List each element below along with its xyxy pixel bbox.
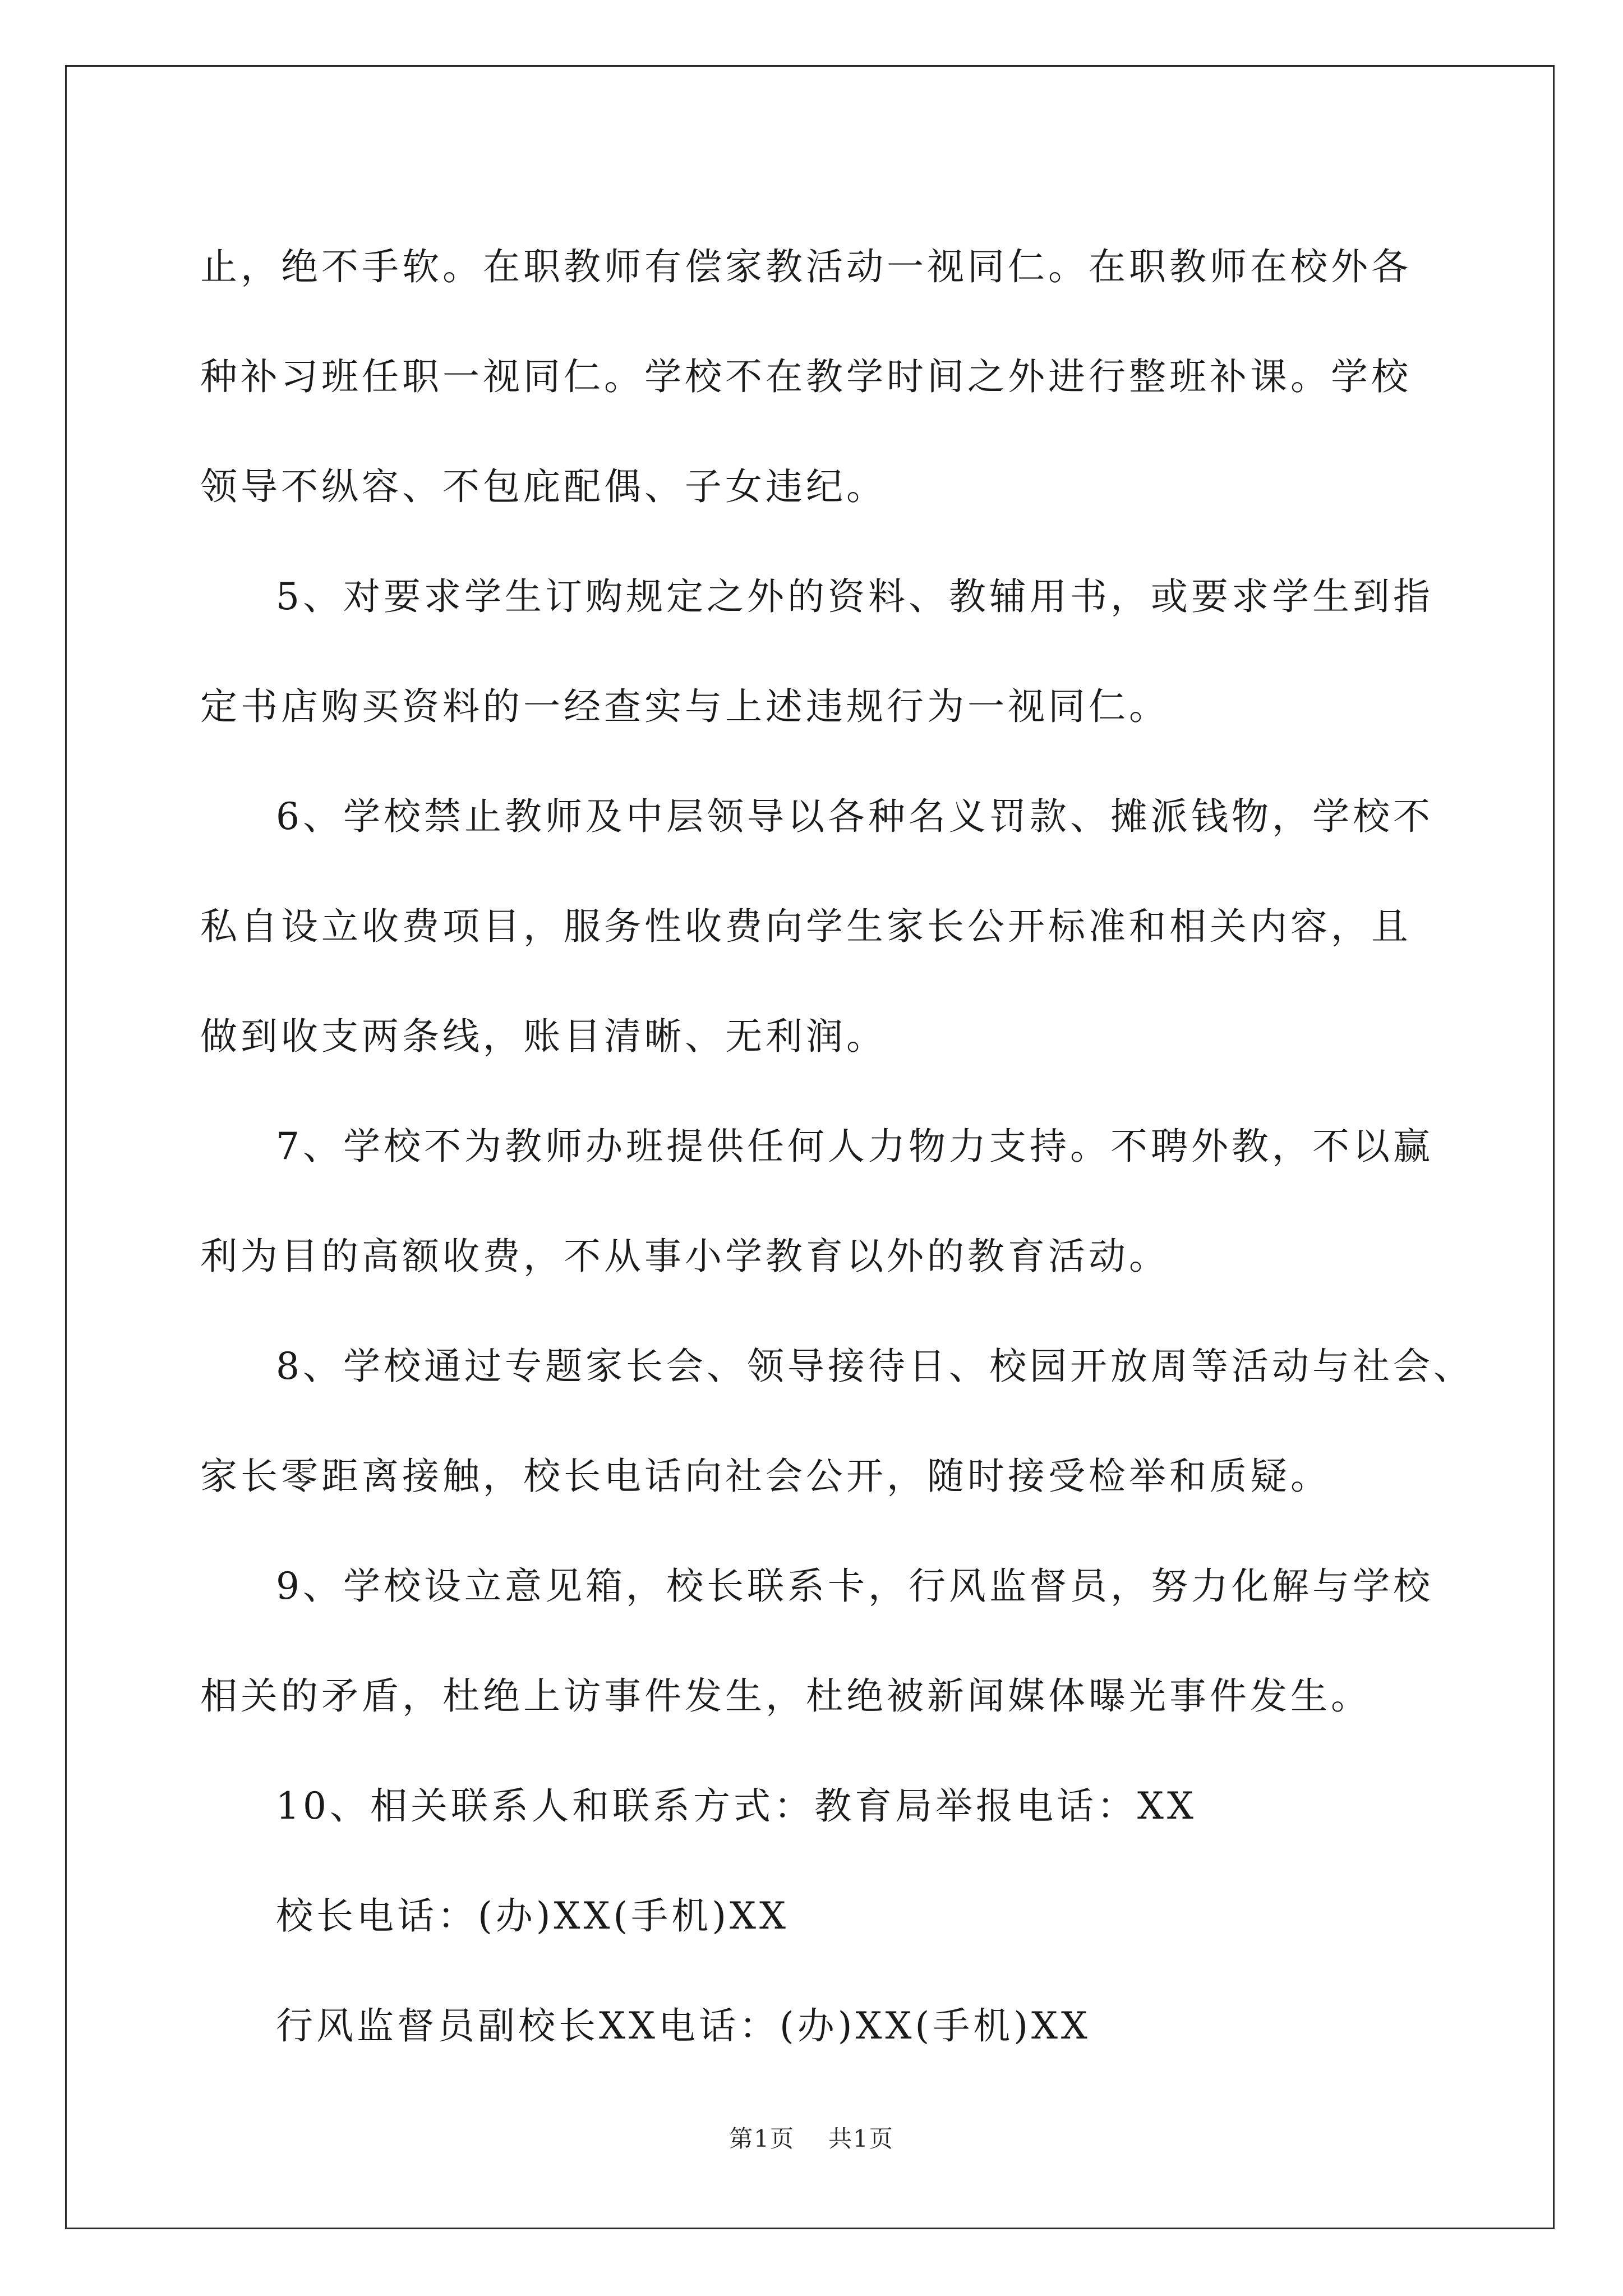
page-total: 共1页 [828,2125,894,2152]
text-line: 9、学校设立意见箱，校长联系卡，行风监督员，努力化解与学校 [276,1565,1433,1608]
text-line: 家长零距离接触，校长电话向社会公开，随时接受检举和质疑。 [200,1455,1331,1498]
text-line: 7、学校不为教师办班提供任何人力物力支持。不聘外教，不以赢 [276,1125,1433,1168]
text-line: 种补习班任职一视同仁。学校不在教学时间之外进行整班补课。学校 [200,355,1412,398]
text-line: 做到收支两条线，账目清晰、无利润。 [200,1015,887,1058]
paragraph-item-8 [200,1312,1474,1531]
text-line: 10、相关联系人和联系方式：教育局举报电话：XX [276,1784,1197,1828]
text-line: 领导不纵容、不包庇配偶、子女违纪。 [200,465,887,508]
text-line: 定书店购买资料的一经查实与上述违规行为一视同仁。 [200,685,1169,728]
text-line: 6、学校禁止教师及中层领导以各种名义罚款、摊派钱物，学校不 [276,795,1433,838]
paragraph-item-10 [200,1751,1428,1861]
text-line: 私自设立收费项目，服务性收费向学生家长公开标准和相关内容，且 [200,905,1412,948]
paragraph-item-6 [200,762,1433,1092]
text-line: 5、对要求学生订购规定之外的资料、教辅用书，或要求学生到指 [276,575,1433,618]
text-line: 利为目的高额收费，不从事小学教育以外的教育活动。 [200,1235,1169,1278]
text-line: 8、学校通过专题家长会、领导接待日、校园开放周等活动与社会、 [276,1345,1474,1388]
text-line: 校长电话：(办)XX(手机)XX [276,1894,789,1938]
text-line: 相关的矛盾，杜绝上访事件发生，杜绝被新闻媒体曝光事件发生。 [200,1674,1371,1718]
page-footer [0,2120,1623,2154]
text-line: 止，绝不手软。在职教师有偿家教活动一视同仁。在职教师在校外各 [200,245,1412,288]
paragraph-supervisor-phone [200,1971,1428,2081]
document-body [200,212,1474,2081]
paragraph-principal-phone [200,1861,1428,1971]
paragraph-item-7 [200,1092,1433,1312]
paragraph-item-9 [200,1531,1433,1751]
paragraph-continuation [200,212,1428,542]
text-line: 行风监督员副校长XX电话：(办)XX(手机)XX [276,2004,1091,2047]
page-number: 第1页 [729,2125,795,2152]
paragraph-item-5 [200,542,1433,762]
